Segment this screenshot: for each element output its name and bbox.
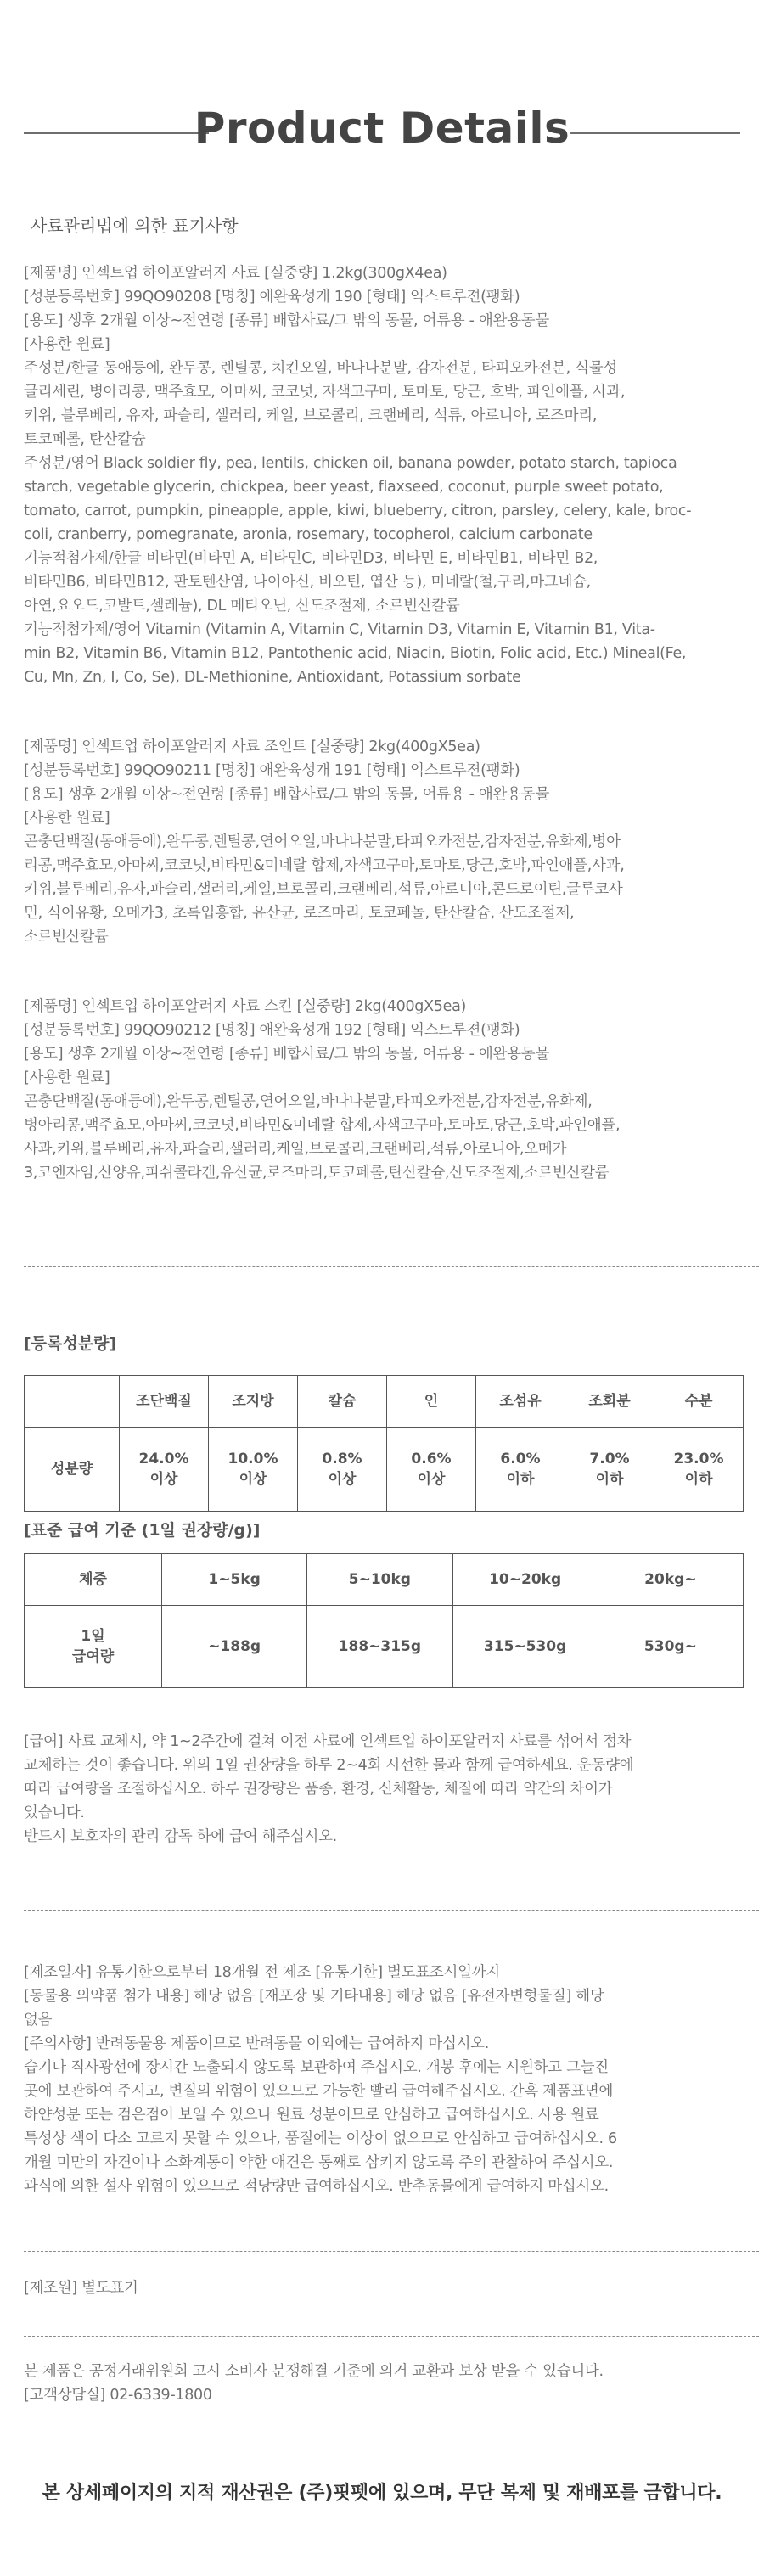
text-line: 키위, 블루베리, 유자, 파슬리, 샐러리, 케일, 브로콜리, 크랜베리, 석류, 아로니아, 로즈마리, — [24, 407, 598, 424]
text-line: 있습니다. — [24, 1804, 85, 1821]
row-label-line: 1일 — [81, 1628, 105, 1645]
cell-qualifier: 이상 — [328, 1471, 357, 1488]
table-cell — [387, 1428, 476, 1512]
title-divider-right — [570, 132, 740, 134]
feeding-note — [24, 1730, 750, 1849]
table-header-cell: 수분 — [654, 1376, 744, 1428]
table-header-row — [25, 1554, 744, 1606]
cell-qualifier: 이하 — [595, 1471, 624, 1488]
product-2-info — [24, 735, 764, 949]
table-cell — [476, 1428, 565, 1512]
text-line: 사과,키위,블루베리,유자,파슬리,샐러리,케일,브로콜리,크랜베리,석류,아로니아,오메가 — [24, 1141, 567, 1158]
text-line: 기능적첨가제/영어 Vitamin (Vitamin A, Vitamin C, Vitamin D3, Vitamin E, Vitamin B1, Vita- — [24, 621, 655, 638]
text-line: [주의사항] 반려동물용 제품이므로 반려동물 이외에는 급여하지 마십시오. — [24, 2035, 490, 2052]
text-line: 개월 미만의 자견이나 소화계통이 약한 애견은 통째로 삼키지 않도록 주의 관찰하여 주십시오. — [24, 2154, 614, 2171]
text-line: [제품명] 인섹트업 하이포알러지 사료 [실중량] 1.2kg(300gX4ea) — [24, 265, 447, 282]
text-line: [제조원] 별도표기 — [24, 2280, 138, 2297]
row-label-line: 급여량 — [71, 1648, 115, 1665]
text-line: [성분등록번호] 99QO90208 [명칭] 애완육성개 190 [형태] 익스트루젼(팽화) — [24, 289, 520, 306]
text-line: 하얀성분 또는 검은점이 보일 수 있으나 원료 성분이므로 안심하고 급여하십시오. 사용 원료 — [24, 2107, 599, 2124]
copyright-notice: 본 상세페이지의 지적 재산권은 (주)핏펫에 있으며, 무단 복제 및 재배포를 금합니다. — [42, 2483, 722, 2504]
text-line: 리콩,맥주효모,아마씨,코코넛,비타민&미네랄 합제,자색고구마,토마토,당근,호박,파인애플,사과, — [24, 857, 625, 874]
table-header-cell: 조섬유 — [476, 1376, 565, 1428]
text-line: [제조일자] 유통기한으로부터 18개월 전 제조 [유통기한] 별도표조시일까지 — [24, 1964, 500, 1981]
title-area — [0, 85, 764, 153]
section-divider — [24, 1910, 759, 1911]
text-line: [급여] 사료 교체시, 약 1~2주간에 걸쳐 이전 사료에 인섹트업 하이포알러지 사료를 섞어서 점차 — [24, 1733, 632, 1750]
section-divider — [24, 2251, 759, 2252]
cell-value: 7.0% — [589, 1451, 630, 1468]
table-header-row — [25, 1376, 744, 1428]
text-line: 주성분/한글 동애등에, 완두콩, 렌틸콩, 치킨오일, 바나나분말, 감자전분, 타피오카전분, 식물성 — [24, 360, 617, 377]
text-line: [제품명] 인섹트업 하이포알러지 사료 스킨 [실중량] 2kg(400gX5ea) — [24, 998, 467, 1015]
table-header-cell: 1~5kg — [162, 1554, 307, 1606]
text-line: [성분등록번호] 99QO90212 [명칭] 애완육성개 192 [형태] 익스트루젼(팽화) — [24, 1022, 520, 1039]
table-header-cell: 체중 — [25, 1554, 162, 1606]
text-line: [성분등록번호] 99QO90211 [명칭] 애완육성개 191 [형태] 익스트루젼(팽화) — [24, 762, 520, 779]
section-divider — [24, 1266, 759, 1267]
table-cell — [565, 1428, 654, 1512]
table-cell: ~188g — [162, 1606, 307, 1688]
notices — [24, 1961, 750, 2198]
text-line: [고객상담실] 02-6339-1800 — [24, 2387, 212, 2404]
text-line: 없음 — [24, 2012, 53, 2029]
text-line: 민, 식이유황, 오메가3, 초록입홍합, 유산균, 로즈마리, 토코페놀, 탄산칼슘, 산도조절제, — [24, 905, 575, 922]
table-row — [25, 1428, 744, 1512]
text-line: 곳에 보관하여 주시고, 변질의 위험이 있으므로 가능한 빨리 급여해주십시오. 간혹 제품표면에 — [24, 2083, 614, 2100]
cell-qualifier: 이상 — [239, 1471, 267, 1488]
cell-value: 23.0% — [673, 1451, 724, 1468]
text-line: [동물용 의약품 첨가 내용] 해당 없음 [재포장 및 기타내용] 해당 없음 [유전자변형물질] 해당 — [24, 1988, 604, 2005]
table-cell: 530g~ — [598, 1606, 743, 1688]
text-line: 3,코엔자임,산양유,피쉬콜라겐,유산균,로즈마리,토코페롤,탄산칼슘,산도조절제,소르빈산칼륨 — [24, 1165, 610, 1181]
text-line: [용도] 생후 2개월 이상~전연령 [종류] 배합사료/그 밖의 동물, 어류용 - 애완용동물 — [24, 312, 549, 329]
table-header-cell: 5~10kg — [307, 1554, 452, 1606]
feeding-guide-table — [24, 1553, 744, 1688]
table-header-cell: 10~20kg — [452, 1554, 598, 1606]
text-line: 주성분/영어 Black soldier fly, pea, lentils, chicken oil, banana powder, potato starch, tapioca — [24, 455, 677, 472]
cell-value: 0.8% — [322, 1451, 362, 1468]
table-header-cell: 조지방 — [209, 1376, 298, 1428]
page-title: Product Details — [194, 104, 570, 153]
table-header-cell: 칼슘 — [298, 1376, 387, 1428]
table-corner-cell — [25, 1376, 120, 1428]
text-line: 곤충단백질(동애등에),완두콩,렌틸콩,연어오일,바나나분말,타피오카전분,감자전분,유화제, — [24, 1093, 593, 1110]
cell-qualifier: 이하 — [684, 1471, 713, 1488]
table-header-cell: 20kg~ — [598, 1554, 743, 1606]
text-line: 교체하는 것이 좋습니다. 위의 1일 권장량을 하루 2~4회 시선한 물과 함께 급여하세요. 운동량에 — [24, 1757, 634, 1774]
text-line: Cu, Mn, Zn, I, Co, Se), DL-Methionine, Antioxidant, Potassium sorbate — [24, 669, 521, 686]
text-line: coli, cranberry, pomegranate, aronia, rosemary, tocopherol, calcium carbonate — [24, 526, 593, 543]
text-line: [사용한 원료] — [24, 1069, 110, 1086]
text-line: [용도] 생후 2개월 이상~전연령 [종류] 배합사료/그 밖의 동물, 어류용 - 애완용동물 — [24, 1046, 549, 1063]
row-label-cell — [25, 1606, 162, 1688]
compensation-info — [24, 2360, 750, 2407]
text-line: 비타민B6, 비타민B12, 판토텐산염, 나이아신, 비오틴, 엽산 등), 미네랄(철,구리,마그네슘, — [24, 574, 591, 591]
text-line: [사용한 원료] — [24, 336, 110, 353]
cell-qualifier: 이상 — [149, 1471, 178, 1488]
table-cell — [209, 1428, 298, 1512]
table-cell: 188~315g — [307, 1606, 452, 1688]
registered-ingredients-table — [24, 1375, 744, 1512]
product-3-info — [24, 995, 764, 1185]
text-line: 과식에 의한 설사 위험이 있으므로 적당량만 급여하십시오. 반추동물에게 급여하지 마십시오. — [24, 2178, 609, 2195]
table-cell — [298, 1428, 387, 1512]
text-line: 곤충단백질(동애등에),완두콩,렌틸콩,연어오일,바나나분말,타피오카전분,감자전분,유화제,병아 — [24, 833, 621, 850]
text-line: [용도] 생후 2개월 이상~전연령 [종류] 배합사료/그 밖의 동물, 어류용 - 애완용동물 — [24, 786, 549, 803]
text-line: 소르빈산칼륨 — [24, 929, 109, 946]
text-line: 따라 급여량을 조절하십시오. 하루 권장량은 품종, 환경, 신체활동, 체질에 따라 약간의 차이가 — [24, 1781, 613, 1798]
text-line: starch, vegetable glycerin, chickpea, beer yeast, flaxseed, coconut, purple sweet potato, — [24, 479, 664, 496]
table-header-cell: 인 — [387, 1376, 476, 1428]
text-line: [사용한 원료] — [24, 810, 110, 827]
table-header-cell: 조회분 — [565, 1376, 654, 1428]
cell-value: 10.0% — [228, 1451, 278, 1468]
text-line: 습기나 직사광선에 장시간 노출되지 않도록 보관하여 주십시오. 개봉 후에는 시원하고 그늘진 — [24, 2059, 609, 2076]
section-divider — [24, 2336, 759, 2337]
text-line: 반드시 보호자의 관리 감독 하에 급여 해주십시오. — [24, 1828, 337, 1845]
text-line: 키위,블루베리,유자,파슬리,샐러리,케일,브로콜리,크랜베리,석류,아로니아,콘드로이틴,글루코사 — [24, 881, 623, 898]
text-line: [제품명] 인섹트업 하이포알러지 사료 조인트 [실중량] 2kg(400gX5ea) — [24, 738, 480, 755]
text-line: 아연,요오드,코발트,셀레늄), DL 메티오닌, 산도조절제, 소르빈산칼륨 — [24, 598, 460, 615]
law-heading: 사료관리법에 의한 표기사항 — [31, 216, 239, 236]
text-line: 특성상 색이 다소 고르지 못할 수 있으나, 품질에는 이상이 없으므로 안심하고 급여하십시오. 6 — [24, 2130, 617, 2147]
cell-value: 24.0% — [138, 1451, 189, 1468]
table-cell: 315~530g — [452, 1606, 598, 1688]
text-line: 기능적첨가제/한글 비타민(비타민 A, 비타민C, 비타민D3, 비타민 E, 비타민B1, 비타민 B2, — [24, 550, 598, 567]
table-cell — [654, 1428, 744, 1512]
text-line: 토코페롤, 탄산칼슘 — [24, 431, 146, 448]
row-label-cell: 성분량 — [25, 1428, 120, 1512]
cell-qualifier: 이상 — [417, 1471, 446, 1488]
manufacturer — [24, 2276, 750, 2300]
text-line: 본 제품은 공정거래위원회 고시 소비자 분쟁해결 기준에 의거 교환과 보상 받을 수 있습니다. — [24, 2363, 604, 2380]
table-cell — [120, 1428, 209, 1512]
table-header-cell: 조단백질 — [120, 1376, 209, 1428]
cell-qualifier: 이하 — [506, 1471, 535, 1488]
product-1-info — [24, 261, 764, 689]
cell-value: 0.6% — [411, 1451, 452, 1468]
text-line: 병아리콩,맥주효모,아마씨,코코넛,비타민&미네랄 합제,자색고구마,토마토,당근,호박,파인애플, — [24, 1117, 621, 1134]
cell-value: 6.0% — [500, 1451, 541, 1468]
registered-ingredients-title: [등록성분량] — [24, 1334, 117, 1353]
feeding-guide-title: [표준 급여 기준 (1일 권장량/g)] — [24, 1521, 261, 1540]
text-line: 글리세린, 병아리콩, 맥주효모, 아마씨, 코코넛, 자색고구마, 토마토, 당근, 호박, 파인애플, 사과, — [24, 384, 626, 401]
table-row — [25, 1606, 744, 1688]
text-line: tomato, carrot, pumpkin, pineapple, apple, kiwi, blueberry, citron, parsley, celery, kale, broc- — [24, 502, 692, 519]
text-line: min B2, Vitamin B6, Vitamin B12, Pantothenic acid, Niacin, Biotin, Folic acid, Etc.) Mineal(Fe, — [24, 645, 687, 662]
